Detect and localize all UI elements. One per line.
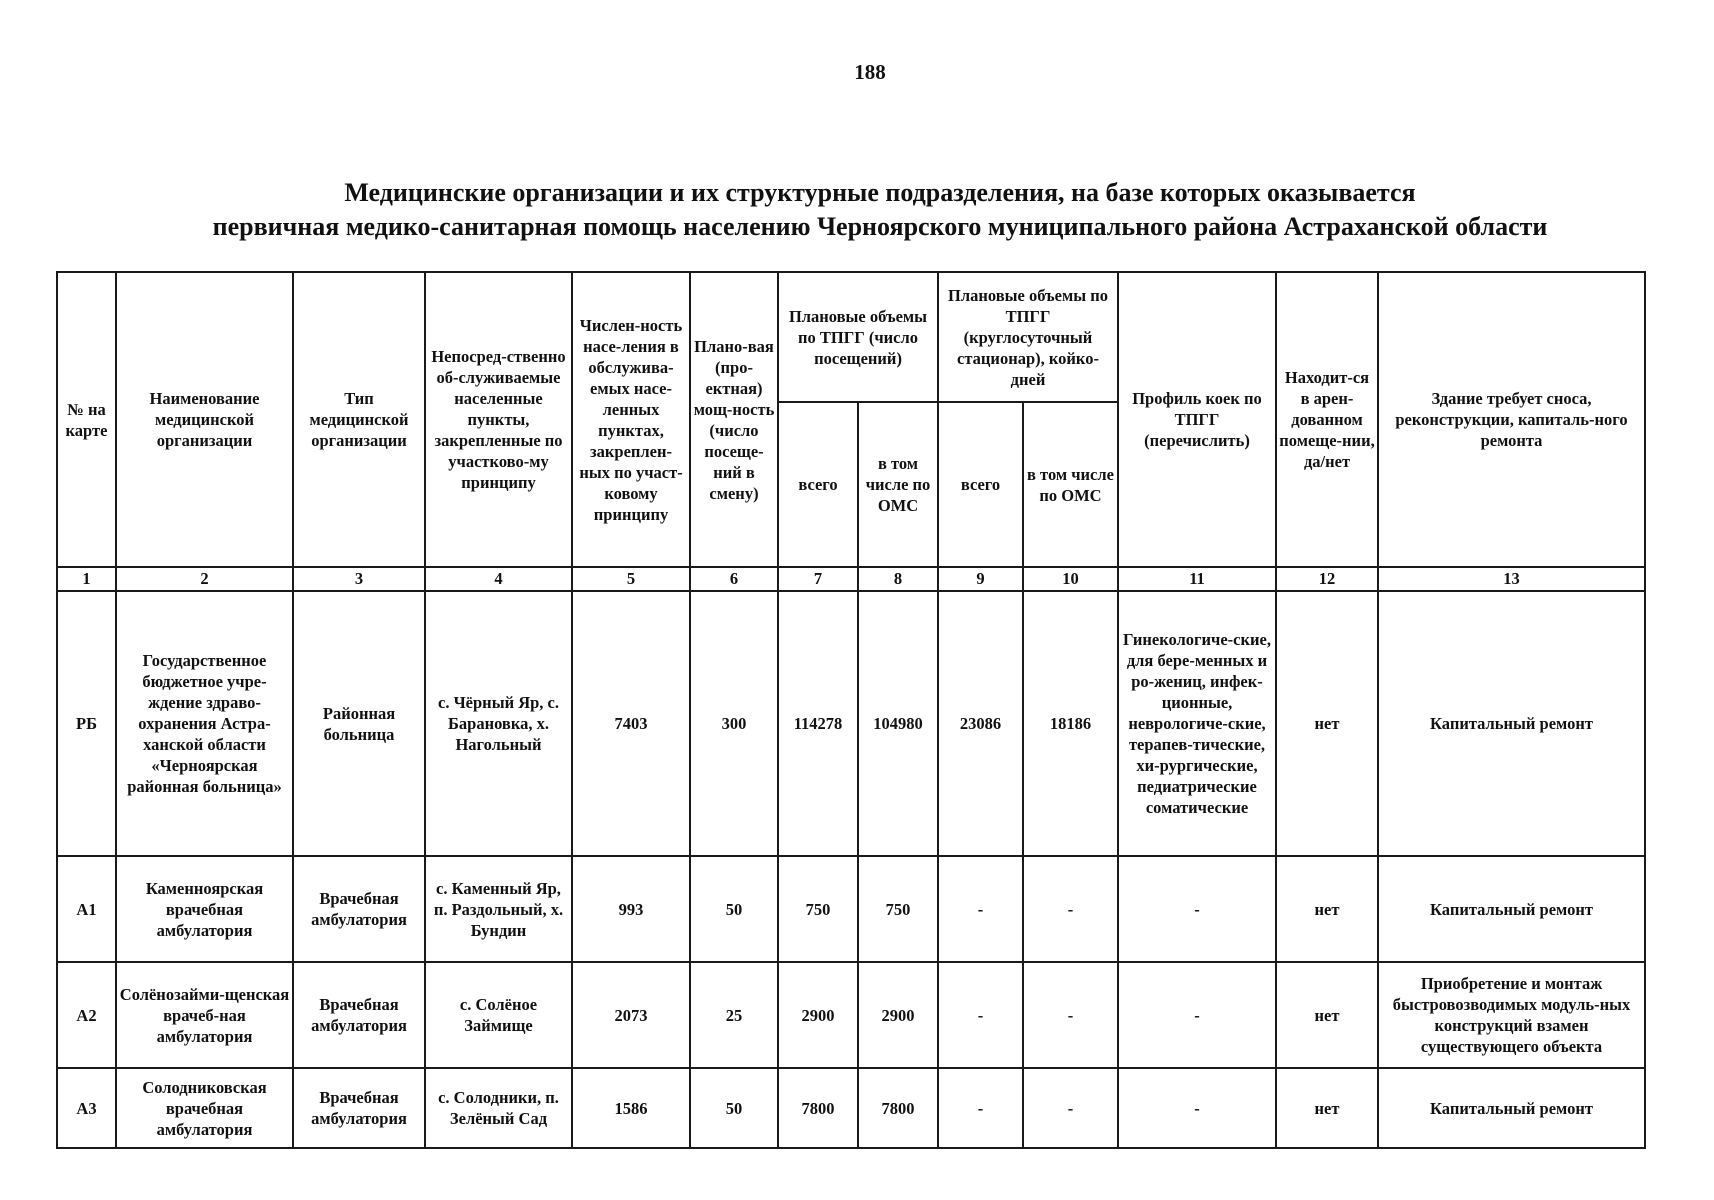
- cell-org-type: Врачебная амбулатория: [293, 1068, 425, 1148]
- table-row: [57, 1068, 1645, 1148]
- cell-building: Капитальный ремонт: [1378, 591, 1645, 856]
- column-number: 7: [778, 567, 858, 591]
- header-settlements: Непосред-ственно об-служиваемые населенные пункты, закрепленные по участково-му принципу: [425, 272, 572, 567]
- column-number: 12: [1276, 567, 1378, 591]
- cell-bed-profile: -: [1118, 962, 1276, 1068]
- header-beds-total: всего: [938, 402, 1023, 567]
- column-number: 8: [858, 567, 938, 591]
- header-row: [57, 272, 1645, 402]
- cell-building: Приобретение и монтаж быстровозводимых модуль-ных конструкций взамен существующего объекта: [1378, 962, 1645, 1068]
- cell-capacity: 50: [690, 856, 778, 962]
- document-title: [60, 176, 1700, 244]
- cell-bed-profile: -: [1118, 1068, 1276, 1148]
- cell-map-no: А3: [57, 1068, 116, 1148]
- header-population: Числен-ность насе-ления в обслужива-емых насе-ленных пунктах, закреплен-ных по участ-ковому принципу: [572, 272, 690, 567]
- cell-rented: нет: [1276, 962, 1378, 1068]
- cell-population: 1586: [572, 1068, 690, 1148]
- column-number: 11: [1118, 567, 1276, 591]
- cell-rented: нет: [1276, 856, 1378, 962]
- title-line-1: Медицинские организации и их структурные подразделения, на базе которых оказывается: [344, 178, 1416, 207]
- cell-capacity: 300: [690, 591, 778, 856]
- header-beds-group: Плановые объемы по ТПГГ (круглосуточный стационар), койко-дней: [938, 272, 1118, 402]
- cell-org-name: Каменноярская врачебная амбулатория: [116, 856, 293, 962]
- cell-settlements: с. Каменный Яр, п. Раздольный, х. Бундин: [425, 856, 572, 962]
- column-number: 6: [690, 567, 778, 591]
- header-visits-oms: в том числе по ОМС: [858, 402, 938, 567]
- cell-population: 993: [572, 856, 690, 962]
- table-row: [57, 962, 1645, 1068]
- cell-visits-oms: 750: [858, 856, 938, 962]
- cell-beds-oms: -: [1023, 1068, 1118, 1148]
- cell-beds-oms: -: [1023, 962, 1118, 1068]
- cell-bed-profile: Гинекологиче-ские, для бере-менных и ро-жениц, инфек-ционные, неврологиче-ские, терапев-тические, хи-рургические, педиатрические соматические: [1118, 591, 1276, 856]
- cell-beds-oms: 18186: [1023, 591, 1118, 856]
- cell-map-no: РБ: [57, 591, 116, 856]
- column-number: 2: [116, 567, 293, 591]
- cell-beds-total: -: [938, 856, 1023, 962]
- column-number: 13: [1378, 567, 1645, 591]
- cell-org-name: Солёнозайми-щенская врачеб-ная амбулатория: [116, 962, 293, 1068]
- cell-building: Капитальный ремонт: [1378, 856, 1645, 962]
- cell-map-no: А2: [57, 962, 116, 1068]
- header-visits-total: всего: [778, 402, 858, 567]
- page-number: 188: [854, 60, 886, 84]
- cell-visits-oms: 7800: [858, 1068, 938, 1148]
- column-number-row: [57, 567, 1645, 591]
- header-building: Здание требует сноса, реконструкции, капиталь-ного ремонта: [1378, 272, 1645, 567]
- cell-visits-total: 7800: [778, 1068, 858, 1148]
- medical-organizations-table: [56, 271, 1646, 1149]
- cell-visits-total: 114278: [778, 591, 858, 856]
- cell-bed-profile: -: [1118, 856, 1276, 962]
- header-visits-group: Плановые объемы по ТПГГ (число посещений): [778, 272, 938, 402]
- title-line-2: первичная медико-санитарная помощь населению Черноярского муниципального района Астраханской области: [212, 212, 1548, 241]
- header-map-no: № на карте: [57, 272, 116, 567]
- table-row: [57, 591, 1645, 856]
- cell-settlements: с. Солёное Займище: [425, 962, 572, 1068]
- header-beds-oms: в том числе по ОМС: [1023, 402, 1118, 567]
- cell-settlements: с. Солодники, п. Зелёный Сад: [425, 1068, 572, 1148]
- cell-map-no: А1: [57, 856, 116, 962]
- cell-rented: нет: [1276, 1068, 1378, 1148]
- column-number: 3: [293, 567, 425, 591]
- cell-org-type: Врачебная амбулатория: [293, 856, 425, 962]
- column-number: 9: [938, 567, 1023, 591]
- cell-org-name: Солодниковская врачебная амбулатория: [116, 1068, 293, 1148]
- cell-rented: нет: [1276, 591, 1378, 856]
- cell-org-type: Районная больница: [293, 591, 425, 856]
- cell-capacity: 50: [690, 1068, 778, 1148]
- cell-beds-total: 23086: [938, 591, 1023, 856]
- header-capacity: Плано-вая (про-ектная) мощ-ность (число посеще-ний в смену): [690, 272, 778, 567]
- cell-capacity: 25: [690, 962, 778, 1068]
- cell-population: 2073: [572, 962, 690, 1068]
- cell-visits-oms: 104980: [858, 591, 938, 856]
- cell-visits-total: 2900: [778, 962, 858, 1068]
- cell-visits-total: 750: [778, 856, 858, 962]
- column-number: 5: [572, 567, 690, 591]
- cell-visits-oms: 2900: [858, 962, 938, 1068]
- cell-building: Капитальный ремонт: [1378, 1068, 1645, 1148]
- cell-org-type: Врачебная амбулатория: [293, 962, 425, 1068]
- column-number: 10: [1023, 567, 1118, 591]
- table-row: [57, 856, 1645, 962]
- column-number: 4: [425, 567, 572, 591]
- header-bed-profile: Профиль коек по ТПГГ (перечислить): [1118, 272, 1276, 567]
- cell-settlements: с. Чёрный Яр, с. Барановка, х. Нагольный: [425, 591, 572, 856]
- cell-beds-total: -: [938, 962, 1023, 1068]
- cell-beds-oms: -: [1023, 856, 1118, 962]
- header-rented: Находит-ся в арен-дованном помеще-нии, да/нет: [1276, 272, 1378, 567]
- column-number: 1: [57, 567, 116, 591]
- cell-org-name: Государственное бюджетное учре-ждение здраво-охранения Астра-ханской области «Черноярская районная больница»: [116, 591, 293, 856]
- cell-beds-total: -: [938, 1068, 1023, 1148]
- header-org-type: Тип медицинской организации: [293, 272, 425, 567]
- cell-population: 7403: [572, 591, 690, 856]
- header-org-name: Наименование медицинской организации: [116, 272, 293, 567]
